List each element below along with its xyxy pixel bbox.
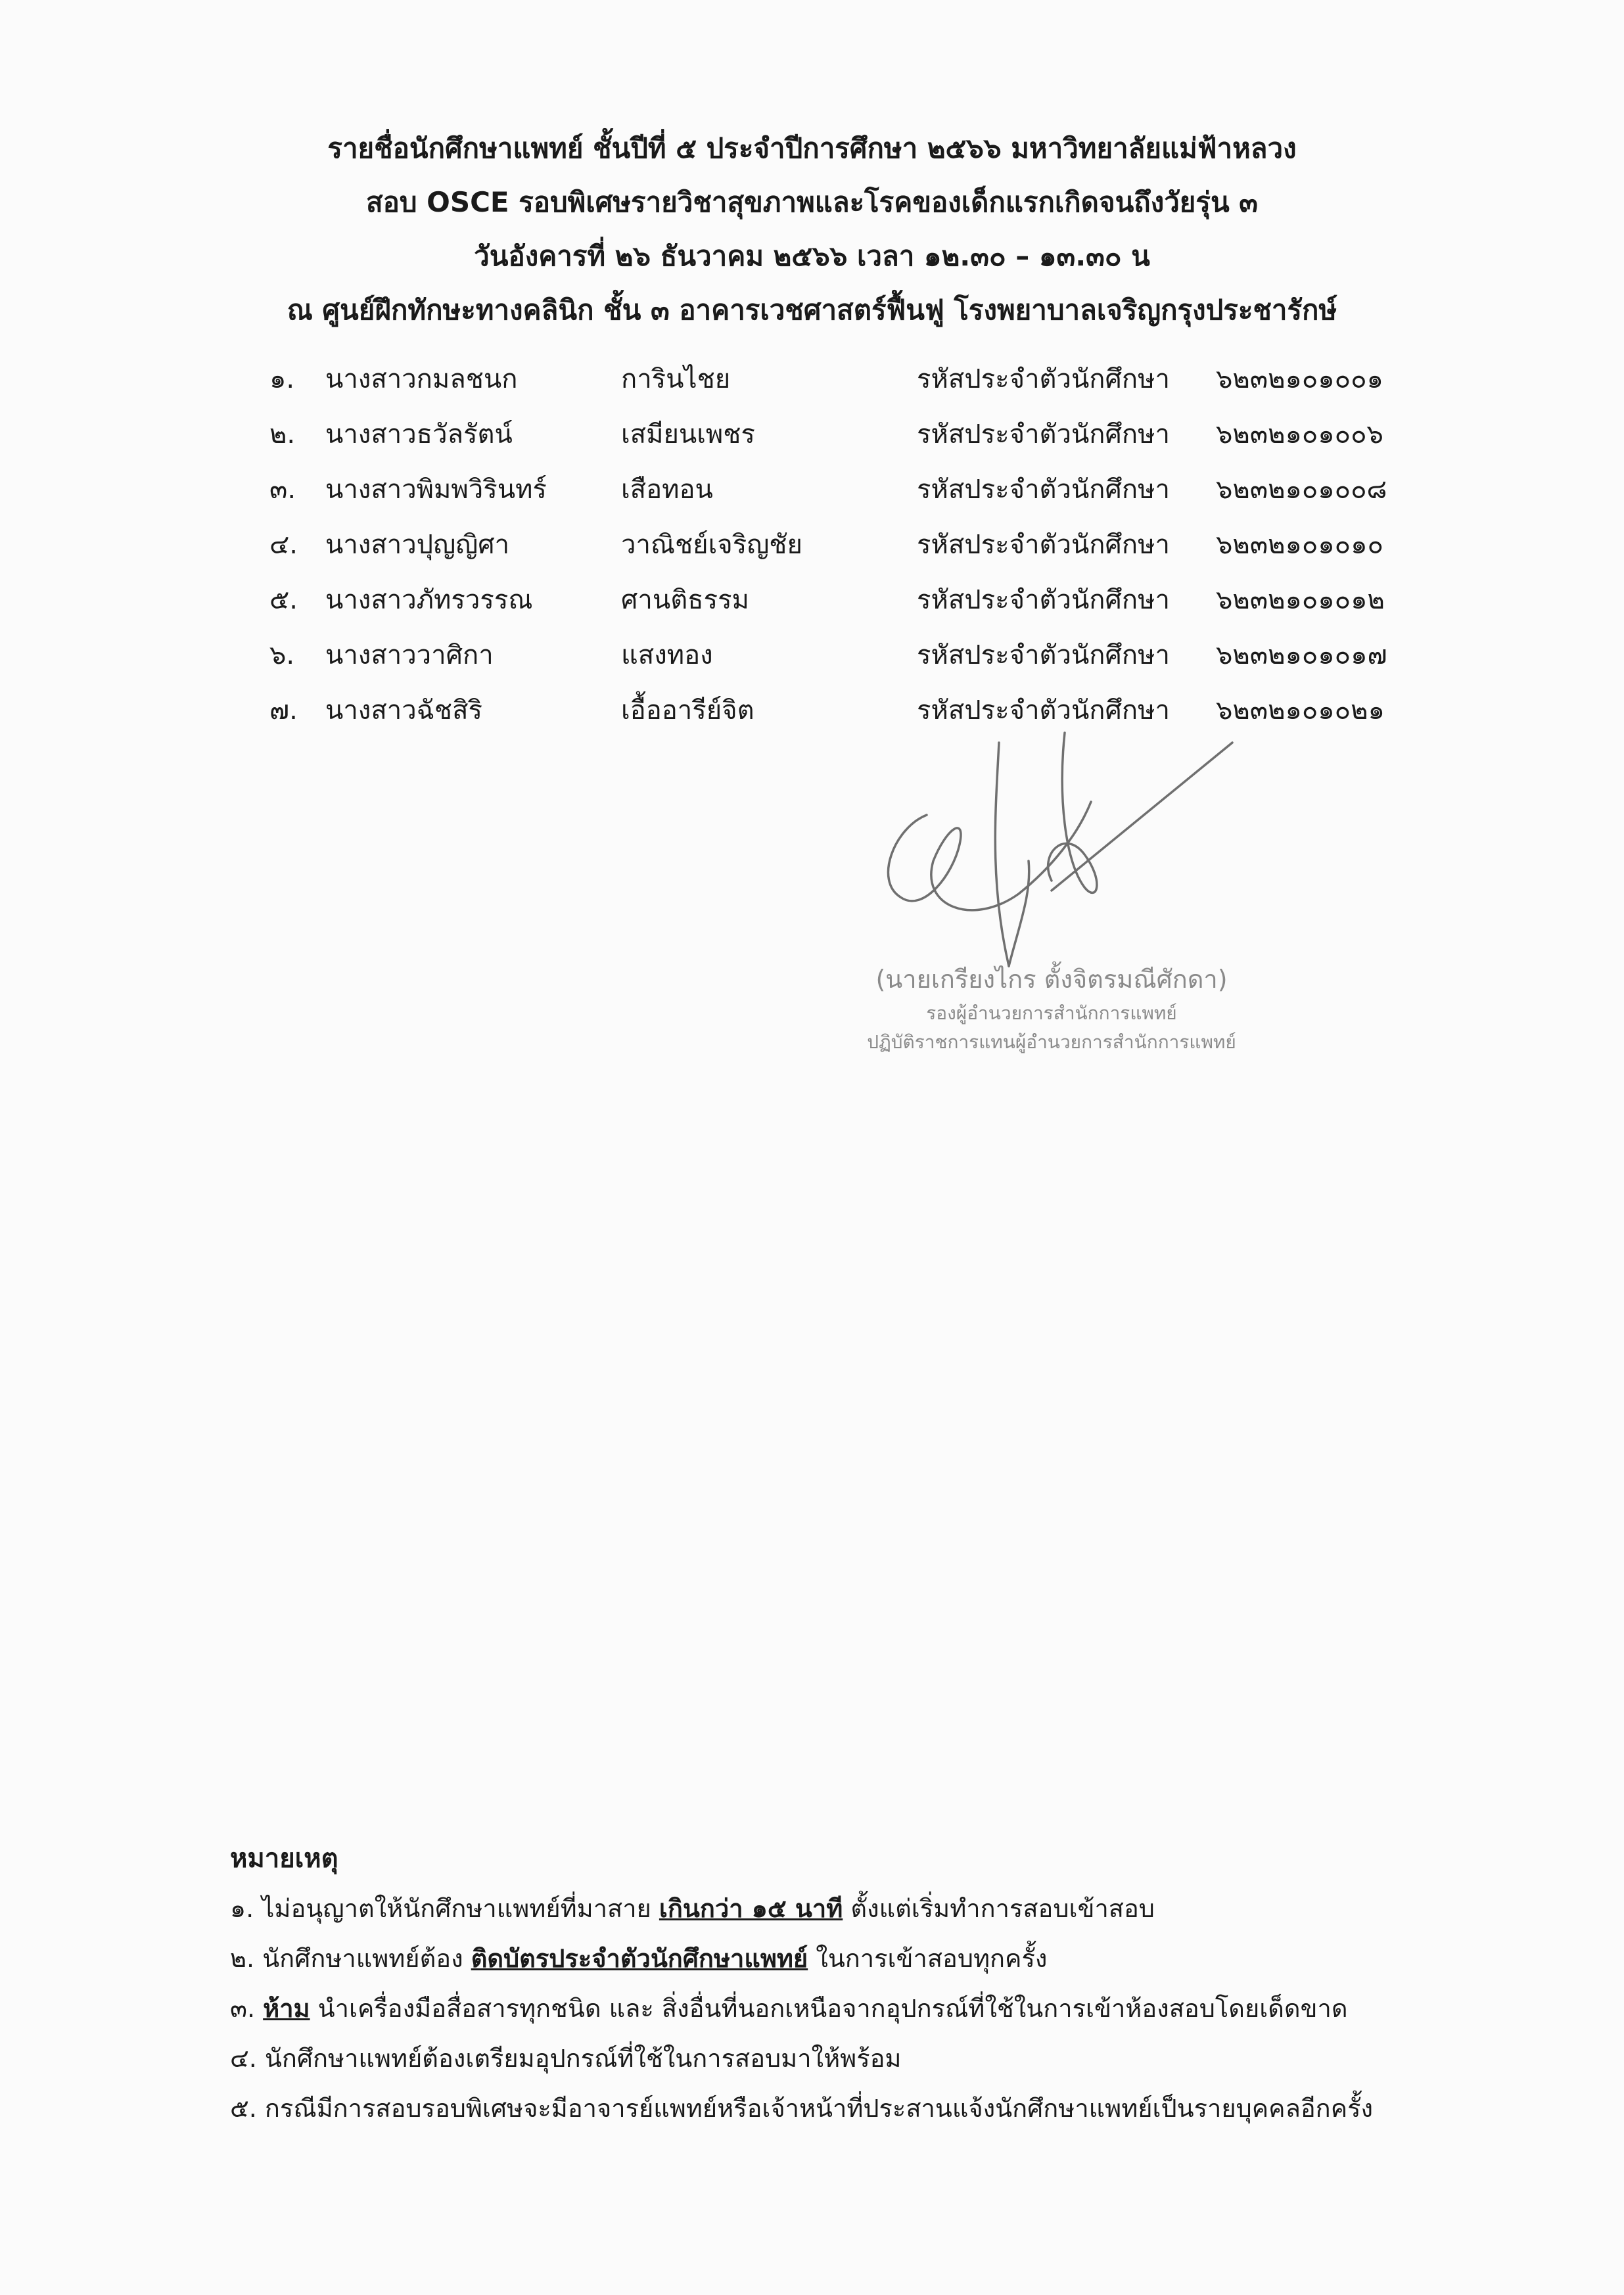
student-last-name: เสือทอน (621, 475, 713, 505)
note-emphasis: ติดบัตรประจำตัวนักศึกษาแพทย์ (471, 1944, 808, 1973)
student-id-label: รหัสประจำตัวนักศึกษา (917, 530, 1170, 560)
note-4: ๔. นักศึกษาแพทย์ต้องเตรียมอุปกรณ์ที่ใช้ในการสอบมาให้พร้อม (230, 2044, 902, 2073)
note-text: ตั้งแต่เริ่มทำการสอบเข้าสอบ (843, 1894, 1155, 1923)
note-5: ๕. กรณีมีการสอบรอบพิเศษจะมีอาจารย์แพทย์หรือเจ้าหน้าที่ประสานแจ้งนักศึกษาแพทย์เป็นรายบุคคลอีกครั้ง (230, 2094, 1374, 2123)
student-id-label: รหัสประจำตัวนักศึกษา (917, 475, 1170, 505)
notes-section (230, 1834, 1479, 2133)
student-last-name: วาณิชย์เจริญชัย (621, 530, 802, 560)
signer-position-1: รองผู้อำนวยการสำนักการแพทย์ (926, 1002, 1177, 1024)
student-first-name: นางสาววาศิกา (325, 640, 494, 670)
student-first-name: นางสาวธวัลรัตน์ (325, 419, 513, 450)
student-id-label: รหัสประจำตัวนักศึกษา (917, 364, 1170, 394)
student-last-name: เอื้ออารีย์จิต (621, 695, 754, 726)
student-number: ๖. (269, 640, 295, 670)
student-number: ๕. (269, 585, 298, 615)
student-row (269, 352, 1452, 407)
student-id: ๖๒๓๒๑๐๑๐๑๗ (1216, 640, 1387, 670)
note-text: ๒. นักศึกษาแพทย์ต้อง (230, 1944, 471, 1973)
note-text: นำเครื่องมือสื่อสารทุกชนิด และ สิ่งอื่นที่นอกเหนือจากอุปกรณ์ที่ใช้ในการเข้าห้องสอบโดยเด็ดขาด (310, 1994, 1348, 2023)
student-id: ๖๒๓๒๑๐๑๐๑๐ (1216, 530, 1383, 560)
student-last-name: แสงทอง (621, 640, 713, 670)
student-id: ๖๒๓๒๑๐๑๐๐๖ (1216, 419, 1383, 450)
signer-position-2: ปฏิบัติราชการแทนผู้อำนวยการสำนักการแพทย์ (867, 1031, 1236, 1053)
student-number: ๗. (269, 695, 298, 726)
student-id-label: รหัสประจำตัวนักศึกษา (917, 585, 1170, 615)
signer-name: (นายเกรียงไกร ตั้งจิตรมณีศักดา) (875, 965, 1228, 994)
student-number: ๓. (269, 475, 296, 505)
student-last-name: การินไชย (621, 364, 731, 394)
student-id-label: รหัสประจำตัวนักศึกษา (917, 640, 1170, 670)
student-number: ๔. (269, 530, 298, 560)
student-first-name: นางสาวกมลชนก (325, 364, 518, 394)
note-text: ในการเข้าสอบทุกครั้ง (808, 1944, 1048, 1973)
student-last-name: ศานติธรรม (621, 585, 749, 615)
student-id: ๖๒๓๒๑๐๑๐๑๒ (1216, 585, 1385, 615)
student-id-label: รหัสประจำตัวนักศึกษา (917, 419, 1170, 450)
student-first-name: นางสาวพิมพวิรินทร์ (325, 475, 547, 505)
header-title-line-2: สอบ OSCE รอบพิเศษรายวิชาสุขภาพและโรคของเด็กแรกเกิดจนถึงวัยรุ่น ๓ (365, 186, 1259, 218)
signature-image (868, 730, 1236, 986)
student-number: ๑. (269, 364, 295, 394)
notes-title: หมายเหตุ (230, 1843, 338, 1874)
student-last-name: เสมียนเพชร (621, 419, 755, 450)
student-row (269, 517, 1452, 572)
student-row (269, 462, 1452, 517)
student-row (269, 683, 1452, 738)
signer-block (789, 960, 1314, 1057)
header-location-line: ณ ศูนย์ฝึกทักษะทางคลินิก ชั้น ๓ อาคารเวชศาสตร์ฟื้นฟู โรงพยาบาลเจริญกรุงประชารักษ์ (287, 294, 1337, 326)
student-first-name: นางสาวฉัชสิริ (325, 695, 482, 726)
student-row (269, 572, 1452, 628)
student-id: ๖๒๓๒๑๐๑๐๐๑ (1216, 364, 1383, 394)
note-emphasis: ห้าม (263, 1994, 310, 2023)
document-header (0, 122, 1624, 337)
note-text: ๑. ไม่อนุญาตให้นักศึกษาแพทย์ที่มาสาย (230, 1894, 659, 1923)
student-first-name: นางสาวภัทรวรรณ (325, 585, 533, 615)
note-3 (230, 1983, 1479, 2033)
note-1 (230, 1884, 1479, 1934)
student-row (269, 407, 1452, 462)
student-number: ๒. (269, 419, 296, 450)
note-2 (230, 1934, 1479, 1983)
student-id: ๖๒๓๒๑๐๑๐๐๘ (1216, 475, 1387, 505)
student-list (269, 352, 1452, 738)
header-title-line-1: รายชื่อนักศึกษาแพทย์ ชั้นปีที่ ๕ ประจำปีการศึกษา ๒๕๖๖ มหาวิทยาลัยแม่ฟ้าหลวง (327, 132, 1297, 164)
student-row (269, 628, 1452, 683)
student-id-label: รหัสประจำตัวนักศึกษา (917, 695, 1170, 726)
student-first-name: นางสาวปุญญิศา (325, 530, 510, 560)
header-date-line: วันอังคารที่ ๒๖ ธันวาคม ๒๕๖๖ เวลา ๑๒.๓๐ – ๑๓.๓๐ น (474, 240, 1150, 272)
note-text: ๓. (230, 1994, 264, 2023)
note-emphasis: เกินกว่า ๑๕ นาที (659, 1894, 843, 1923)
student-id: ๖๒๓๒๑๐๑๐๒๑ (1216, 695, 1385, 726)
